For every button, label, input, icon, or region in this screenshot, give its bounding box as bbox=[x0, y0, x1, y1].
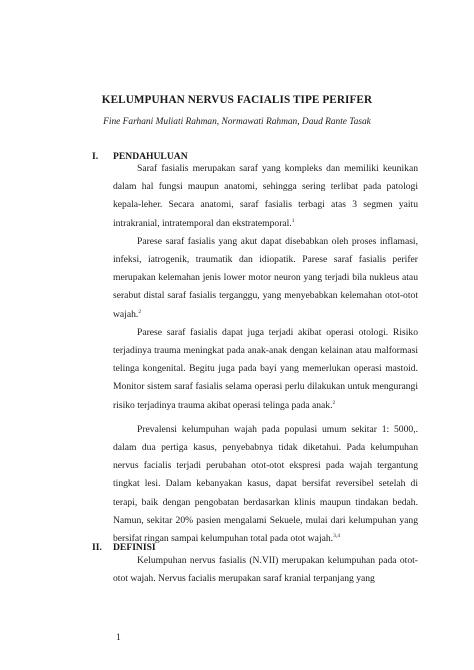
document-authors: Fine Farhani Muliati Rahman, Normawati Rahman, Daud Rante Tasak bbox=[103, 117, 371, 127]
paragraph bbox=[113, 233, 418, 324]
citation: 2 bbox=[138, 308, 142, 315]
paragraph bbox=[113, 324, 418, 415]
citation: 2 bbox=[332, 399, 336, 406]
paragraph-text: Parese saraf fasialis yang akut dapat disebabkan oleh proses inflamasi, infeksi, iatrogenik, traumatik dan idiopatik. Parese saraf fasialis perifer merupakan kelemahan jenis lower motor neuron yang terjadi bila nukleus atau serabut distal saraf fasialis terganggu, yang menyebabkan kelemahan otot-otot wajah. bbox=[113, 235, 418, 320]
section-number: II. bbox=[92, 542, 102, 553]
paragraph-text: Parese saraf fasialis dapat juga terjadi akibat operasi otologi. Risiko terjadinya trauma meningkat pada anak-anak dengan kelainan atau malformasi telinga kongenital. Begitu juga pada bayi yang memerlukan operasi mastoid. Monitor sistem saraf fasialis selama operasi perlu dilakukan untuk mengurangi risiko terjadinya trauma akibat operasi telinga pada anak. bbox=[113, 326, 418, 411]
paragraph-text: Saraf fasialis merupakan saraf yang kompleks dan memiliki keunikan dalam hal fungsi maupun anatomi, sehingga sering terlibat pada patologi kepala-leher. Secara anatomi, saraf fasialis terbagi atas 3 segmen yaitu intrakranial, intratemporal dan ekstratemporal. bbox=[113, 163, 418, 229]
citation: 3,4 bbox=[333, 533, 340, 540]
paragraph bbox=[113, 552, 418, 588]
section-title: PENDAHULUAN bbox=[113, 151, 188, 162]
paragraph-text: Kelumpuhan nervus fasialis (N.VII) merupakan kelumpuhan pada otot-otot wajah. Nervus facialis merupakan saraf kranial terpanjang yang bbox=[113, 555, 418, 585]
citation: 1 bbox=[291, 217, 295, 224]
paragraph bbox=[113, 160, 418, 233]
section-title: DEFINISI bbox=[113, 542, 156, 553]
section-body-definisi bbox=[113, 552, 418, 588]
paragraph-text: Prevalensi kelumpuhan wajah pada populasi umum sekitar 1: 5000,. dalam dua pertiga kasus, penyebabnya tidak diketahui. Pada kelumpuhan nervus facialis terjadi perubahan otot-otot ekspresi pada wajah tergantung tingkat lesi. Dalam kebanyakan kasus, dapat bersifat reversibel setelah di terapi, baik dengan pengobatan berdasarkan klinis maupun tindakan bedah. Namun, sekitar 20% pasien mengalami Sekuele, mulai dari kelumpuhan yang bersifat ringan sampai kelumpuhan total pada otot wajah. bbox=[113, 423, 418, 545]
page-number: 1 bbox=[116, 632, 121, 643]
document-title: KELUMPUHAN NERVUS FACIALIS TIPE PERIFER bbox=[101, 94, 373, 106]
paragraph bbox=[113, 421, 418, 548]
section-body-pendahuluan bbox=[113, 160, 418, 548]
section-number: I. bbox=[92, 151, 99, 162]
